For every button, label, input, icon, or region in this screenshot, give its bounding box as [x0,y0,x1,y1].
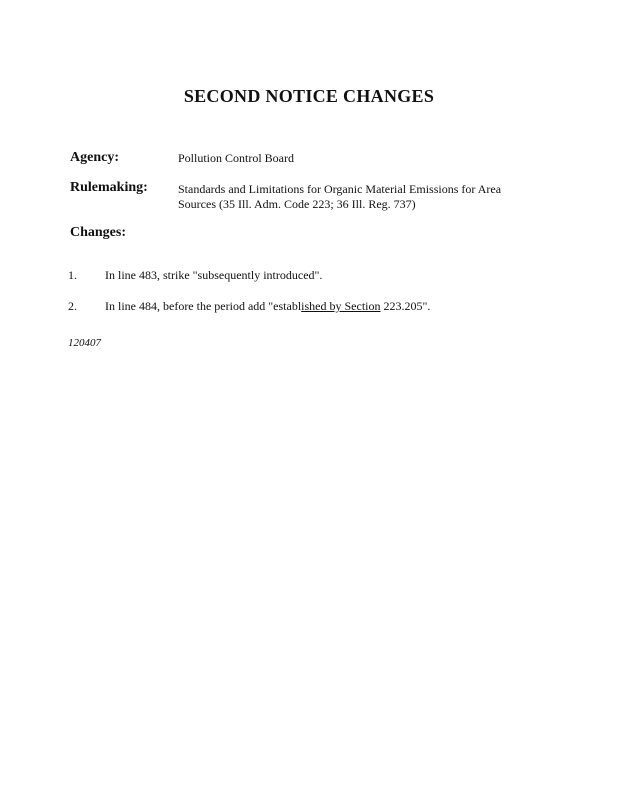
changes-label: Changes: [70,225,127,240]
agency-label: Agency: [70,150,119,165]
change-number: 1. [68,268,77,282]
document-code: 120407 [68,337,101,349]
rulemaking-value: Standards and Limitations for Organic Material Emissions for Area Sources (35 Ill. Adm. Code 223; 36 Ill. Reg. 737) [178,182,502,211]
change-text-underlined: ished by Section [301,299,381,313]
page-title: SECOND NOTICE CHANGES [183,86,435,106]
rulemaking-label: Rulemaking: [70,180,148,195]
change-text [105,299,430,314]
change-text-after: 223.205". [380,299,431,313]
change-number: 2. [68,299,77,313]
change-text: In line 483, strike "subsequently introduced". [105,268,323,282]
agency-value: Pollution Control Board [178,151,295,165]
change-text-before: In line 484, before the period add "establ [105,299,302,313]
